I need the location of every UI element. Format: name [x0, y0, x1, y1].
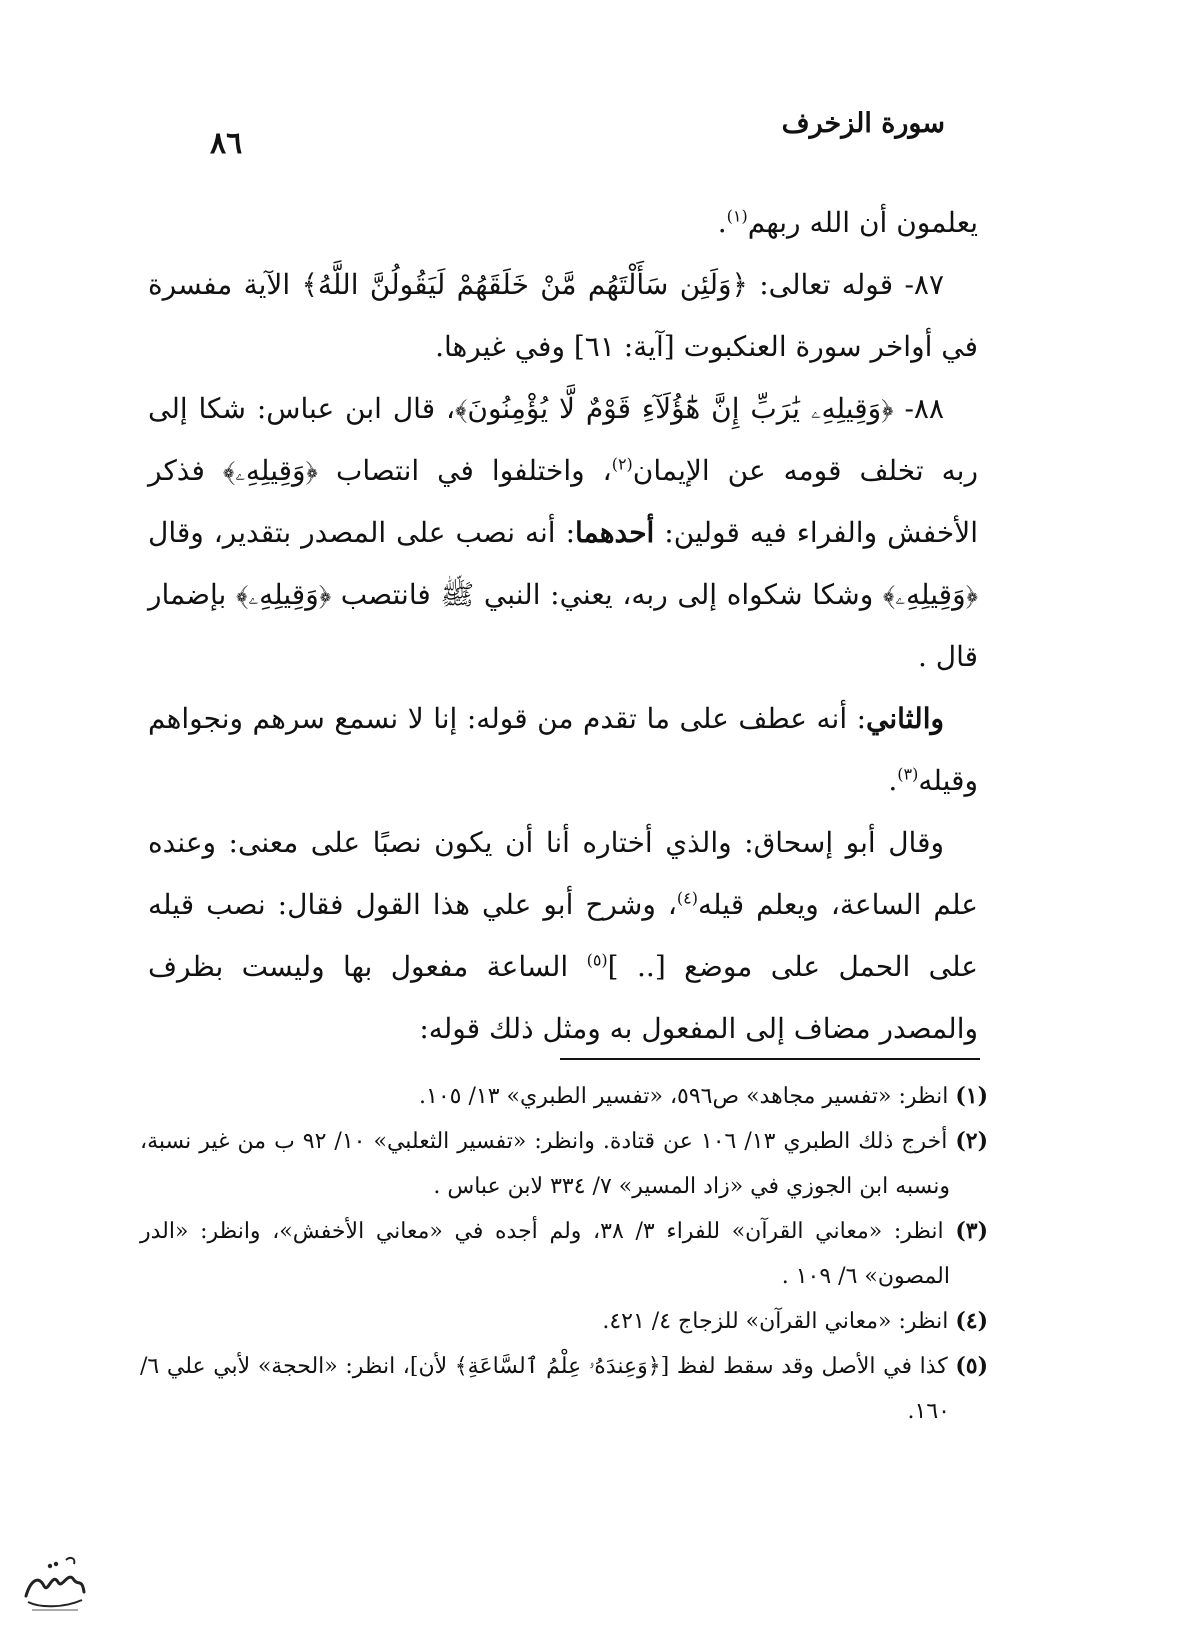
- footnote-4: [140, 1299, 988, 1344]
- surah-title: سورة الزخرف: [781, 108, 945, 139]
- footnote-text: كذا في الأصل وقد سقط لفظ [﴿وَعِندَهُۥ عِلْمُ ٱلسَّاعَةِ﴾ لأن]، انظر: «الحجة» لأبي علي ٦/ ١٦٠.: [140, 1354, 950, 1424]
- page-number: ٨٦: [210, 126, 243, 161]
- text-run: يعلمون أن الله ربهم: [747, 206, 978, 239]
- paragraph-4: [148, 688, 978, 812]
- footnote-ref: (١): [726, 206, 748, 226]
- main-text: [148, 192, 978, 1060]
- text-run: وشكا شكواه إلى ربه، يعني: النبي ﷺ فانتصب: [331, 578, 883, 611]
- footnote-divider: [560, 1058, 980, 1060]
- text-run: الساعة مفعول بها وليست بظرف والمصدر مضاف إلى المفعول به ومثل ذلك قوله:: [148, 950, 978, 1045]
- quran-quote: ﴿وَقِيلِهِۦ﴾: [236, 578, 332, 611]
- footnote-number: (٤): [955, 1308, 988, 1334]
- page-header: [210, 108, 945, 161]
- footnote-3: [140, 1209, 988, 1299]
- quran-quote: ﴿وَقِيلِهِۦ يَٰرَبِّ إِنَّ هَٰٓؤُلَآءِ قَوْمٌ لَّا يُؤْمِنُونَ﴾: [455, 392, 894, 425]
- bold-term: والثاني: [866, 702, 944, 735]
- footnote-number: (٢): [955, 1128, 989, 1154]
- text-run: ، وشرح أبو علي هذا القول فقال: نصب قيله على الحمل على موضع [.. ]: [148, 888, 978, 983]
- text-run: الآية مفسرة في أواخر سورة العنكبوت [آية: ٦١] وفي غيرها.: [148, 268, 978, 363]
- text-run: بإضمار قال .: [148, 578, 978, 673]
- footnote-text: انظر: «تفسير مجاهد» ص٥٩٦، «تفسير الطبري» ١٣/ ١٠٥.: [419, 1084, 949, 1109]
- paragraph-2: [148, 254, 978, 378]
- publisher-logo: [20, 1552, 88, 1616]
- footnote-ref: (٥): [586, 950, 608, 970]
- paragraph-5: [148, 812, 978, 1060]
- footnote-2: [140, 1119, 988, 1209]
- text-run: فذكر الأخفش والفراء فيه قولين:: [148, 454, 978, 549]
- footnote-text: انظر: «معاني القرآن» للزجاج ٤/ ٤٢١.: [602, 1309, 949, 1334]
- footnote-ref: (٤): [676, 888, 698, 908]
- footnote-number: (١): [955, 1083, 988, 1109]
- bold-term: أحدهما: [575, 516, 655, 549]
- text-run: وقال أبو إسحاق: والذي أختاره أنا أن يكون نصبًا على معنى: وعنده علم الساعة، ويعلم قيله: [148, 826, 979, 921]
- footnote-text: انظر: «معاني القرآن» للفراء ٣/ ٣٨، ولم أجده في «معاني الأخفش»، وانظر: «الدر المصون» ٦/ ١٠٩ .: [140, 1219, 950, 1289]
- text-run: .: [717, 206, 727, 239]
- quran-quote: ﴿وَقِيلِهِۦ﴾: [882, 578, 978, 611]
- footnote-number: (٣): [955, 1218, 988, 1244]
- text-run: ٨٨-: [893, 392, 944, 425]
- footnote-ref: (٢): [611, 454, 633, 474]
- logo-icon: [20, 1552, 88, 1616]
- text-run: : أنه نصب على المصدر بتقدير، وقال: [148, 516, 576, 549]
- footnote-number: (٥): [955, 1353, 988, 1379]
- text-run: .: [888, 764, 898, 797]
- quran-quote: ﴿وَلَئِن سَأَلْتَهُم مَّنْ خَلَقَهُمْ لَيَقُولُنَّ اللَّهُ﴾: [301, 268, 748, 301]
- footnotes: [140, 1074, 988, 1434]
- quran-quote: ﴿وَقِيلِهِۦ﴾: [222, 454, 318, 487]
- paragraph-1: [148, 192, 978, 254]
- text-run: : أنه عطف على ما تقدم من قوله: إنا لا نسمع سرهم ونجواهم وقيله: [148, 702, 978, 797]
- footnote-5: [140, 1344, 988, 1434]
- text-run: ، قال ابن عباس: شكا إلى ربه تخلف قومه عن الإيمان: [148, 392, 978, 487]
- text-run: ، واختلفوا في انتصاب: [317, 454, 612, 487]
- footnote-1: [140, 1074, 988, 1119]
- footnote-ref: (٣): [897, 764, 919, 784]
- footnote-text: أخرج ذلك الطبري ١٣/ ١٠٦ عن قتادة. وانظر: «تفسير الثعلبي» ١٠/ ٩٢ ب من غير نسبة، ونسبه ابن الجوزي في «زاد المسير» ٧/ ٣٣٤ لابن عباس .: [140, 1129, 950, 1199]
- paragraph-3: [148, 378, 978, 688]
- text-run: ٨٧- قوله تعالى:: [747, 268, 944, 301]
